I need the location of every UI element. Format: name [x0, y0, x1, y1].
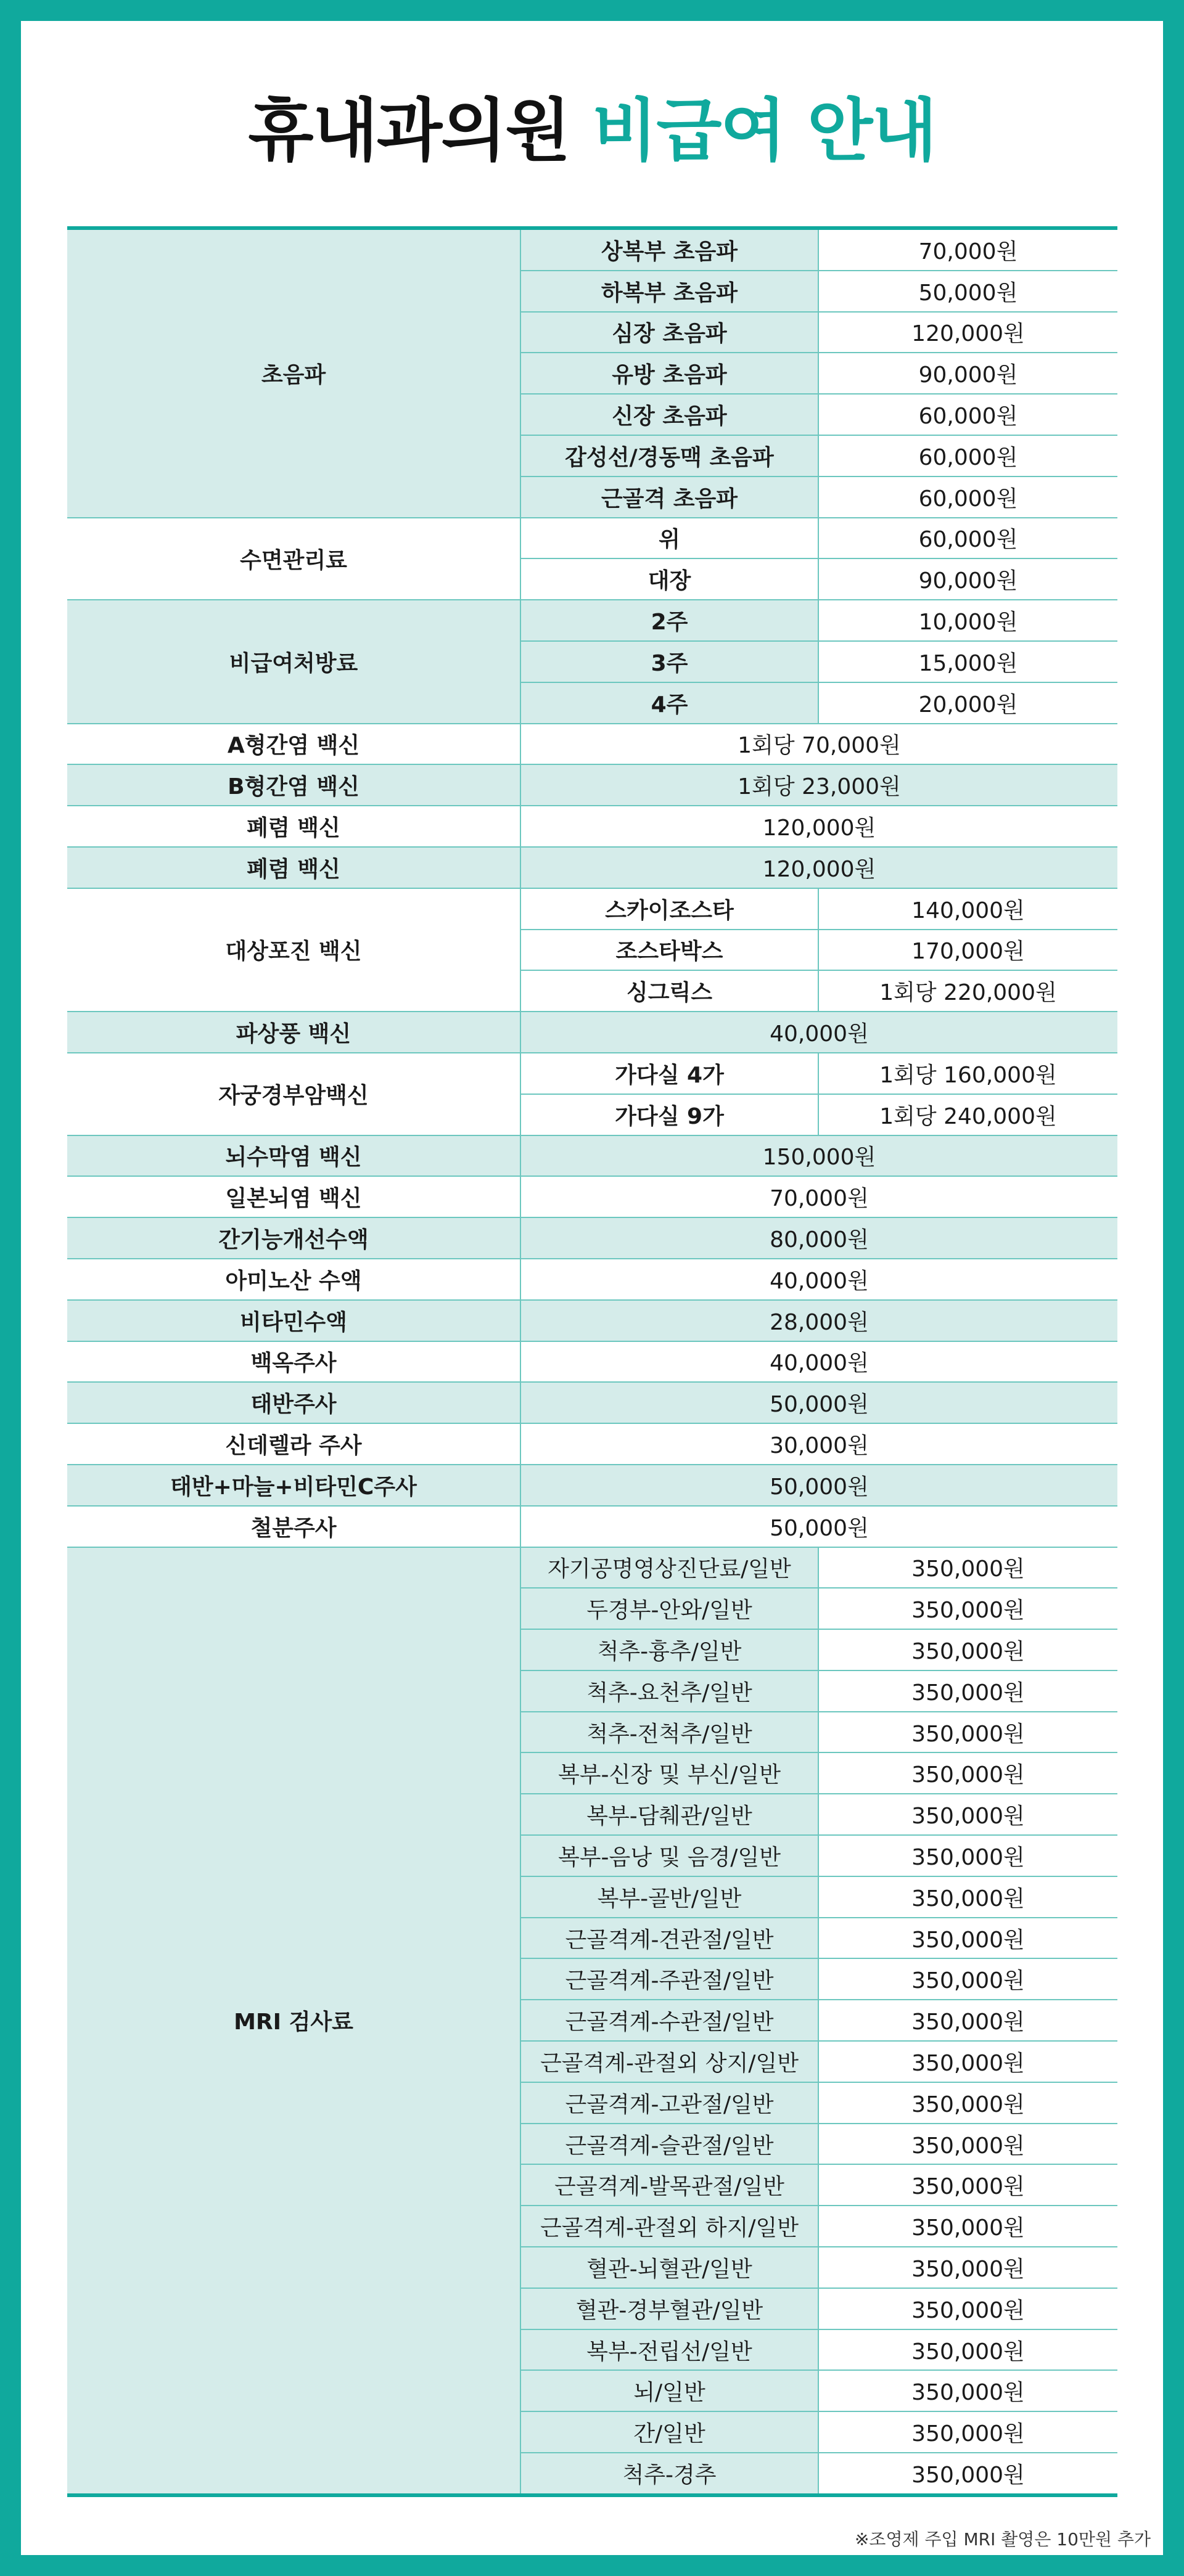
category-cell: 폐렴 백신 — [67, 806, 520, 847]
table-row — [67, 1465, 1117, 1506]
price-cell: 50,000원 — [520, 1465, 1117, 1506]
item-cell: 두경부-안와/일반 — [520, 1588, 818, 1629]
title-accent: 비급여 안내 — [592, 91, 936, 170]
category-cell: 비타민수액 — [67, 1300, 520, 1341]
pricing-table-body — [67, 228, 1117, 2495]
price-cell: 350,000원 — [818, 2041, 1117, 2082]
item-cell: 복부-신장 및 부신/일반 — [520, 1752, 818, 1794]
category-cell: 비급여처방료 — [67, 600, 520, 723]
item-cell: 복부-골반/일반 — [520, 1876, 818, 1918]
price-cell: 1회당 220,000원 — [818, 970, 1117, 1012]
table-row — [67, 1423, 1117, 1465]
item-cell: 근골격계-관절외 상지/일반 — [520, 2041, 818, 2082]
table-row — [67, 1176, 1117, 1217]
price-cell: 80,000원 — [520, 1217, 1117, 1259]
item-cell: 심장 초음파 — [520, 312, 818, 353]
page-title — [21, 76, 1163, 174]
price-cell: 60,000원 — [818, 394, 1117, 435]
price-cell: 350,000원 — [818, 1752, 1117, 1794]
table-row — [67, 1259, 1117, 1300]
price-cell: 1회당 160,000원 — [818, 1053, 1117, 1094]
item-cell: 유방 초음파 — [520, 353, 818, 394]
price-cell: 350,000원 — [818, 1918, 1117, 1959]
price-cell: 350,000원 — [818, 2164, 1117, 2206]
category-cell: 자궁경부암백신 — [67, 1053, 520, 1135]
table-row — [67, 1012, 1117, 1053]
price-cell: 350,000원 — [818, 2370, 1117, 2411]
price-cell: 350,000원 — [818, 2206, 1117, 2247]
price-cell: 70,000원 — [818, 228, 1117, 271]
price-cell: 120,000원 — [520, 847, 1117, 888]
price-cell: 350,000원 — [818, 1670, 1117, 1712]
table-row — [67, 1547, 1117, 1589]
price-cell: 10,000원 — [818, 600, 1117, 641]
footnote: ※조영제 주입 MRI 촬영은 10만원 추가 — [854, 2529, 1151, 2549]
price-cell: 350,000원 — [818, 2000, 1117, 2041]
item-cell: 가다실 9가 — [520, 1094, 818, 1135]
price-cell: 350,000원 — [818, 2247, 1117, 2288]
category-cell: B형간염 백신 — [67, 764, 520, 806]
table-row — [67, 764, 1117, 806]
table-row — [67, 724, 1117, 765]
price-cell: 60,000원 — [818, 476, 1117, 518]
price-cell: 50,000원 — [520, 1382, 1117, 1423]
price-cell: 60,000원 — [818, 518, 1117, 559]
item-cell: 근골격계-고관절/일반 — [520, 2082, 818, 2124]
item-cell: 근골격계-주관절/일반 — [520, 1958, 818, 2000]
item-cell: 복부-담췌관/일반 — [520, 1794, 818, 1835]
category-cell: MRI 검사료 — [67, 1547, 520, 2495]
item-cell: 근골격계-관절외 하지/일반 — [520, 2206, 818, 2247]
price-cell: 350,000원 — [818, 1958, 1117, 2000]
table-row — [67, 1382, 1117, 1423]
item-cell: 혈관-경부혈관/일반 — [520, 2288, 818, 2329]
item-cell: 스카이조스타 — [520, 888, 818, 930]
price-cell: 120,000원 — [818, 312, 1117, 353]
item-cell: 3주 — [520, 641, 818, 682]
item-cell: 위 — [520, 518, 818, 559]
item-cell: 싱그릭스 — [520, 970, 818, 1012]
category-cell: 파상풍 백신 — [67, 1012, 520, 1053]
price-cell: 40,000원 — [520, 1259, 1117, 1300]
item-cell: 2주 — [520, 600, 818, 641]
table-row — [67, 1506, 1117, 1547]
price-cell: 350,000원 — [818, 2453, 1117, 2495]
item-cell: 척추-전척추/일반 — [520, 1712, 818, 1753]
table-row — [67, 1300, 1117, 1341]
price-cell: 1회당 240,000원 — [818, 1094, 1117, 1135]
price-cell: 170,000원 — [818, 930, 1117, 971]
table-row — [67, 806, 1117, 847]
price-cell: 350,000원 — [818, 1835, 1117, 1876]
item-cell: 조스타박스 — [520, 930, 818, 971]
price-cell: 350,000원 — [818, 1712, 1117, 1753]
price-cell: 15,000원 — [818, 641, 1117, 682]
category-cell: 아미노산 수액 — [67, 1259, 520, 1300]
category-cell: 태반주사 — [67, 1382, 520, 1423]
item-cell: 갑성선/경동맥 초음파 — [520, 435, 818, 476]
price-cell: 40,000원 — [520, 1341, 1117, 1383]
item-cell: 근골격계-견관절/일반 — [520, 1918, 818, 1959]
price-cell: 350,000원 — [818, 1794, 1117, 1835]
category-cell: 철분주사 — [67, 1506, 520, 1547]
item-cell: 자기공명영상진단료/일반 — [520, 1547, 818, 1589]
item-cell: 혈관-뇌혈관/일반 — [520, 2247, 818, 2288]
page-frame — [21, 21, 1163, 2555]
price-cell: 28,000원 — [520, 1300, 1117, 1341]
item-cell: 근골격계-발목관절/일반 — [520, 2164, 818, 2206]
category-cell: 태반+마늘+비타민C주사 — [67, 1465, 520, 1506]
table-row — [67, 228, 1117, 271]
price-cell: 120,000원 — [520, 806, 1117, 847]
price-cell: 350,000원 — [818, 1876, 1117, 1918]
price-cell: 1회당 23,000원 — [520, 764, 1117, 806]
category-cell: 뇌수막염 백신 — [67, 1135, 520, 1177]
item-cell: 대장 — [520, 558, 818, 600]
title-main: 휴내과의원 — [248, 91, 570, 170]
price-cell: 20,000원 — [818, 682, 1117, 724]
price-cell: 350,000원 — [818, 1629, 1117, 1670]
price-cell: 40,000원 — [520, 1012, 1117, 1053]
table-row — [67, 888, 1117, 930]
price-cell: 1회당 70,000원 — [520, 724, 1117, 765]
table-row — [67, 1135, 1117, 1177]
table-row — [67, 1053, 1117, 1094]
category-cell: 신데렐라 주사 — [67, 1423, 520, 1465]
item-cell: 신장 초음파 — [520, 394, 818, 435]
price-cell: 150,000원 — [520, 1135, 1117, 1177]
item-cell: 복부-전립선/일반 — [520, 2329, 818, 2371]
item-cell: 척추-요천추/일반 — [520, 1670, 818, 1712]
price-cell: 350,000원 — [818, 2411, 1117, 2453]
price-cell: 50,000원 — [818, 271, 1117, 312]
category-cell: 백옥주사 — [67, 1341, 520, 1383]
item-cell: 척추-경추 — [520, 2453, 818, 2495]
price-cell: 350,000원 — [818, 1547, 1117, 1589]
category-cell: 수면관리료 — [67, 518, 520, 600]
item-cell: 가다실 4가 — [520, 1053, 818, 1094]
price-cell: 50,000원 — [520, 1506, 1117, 1547]
category-cell: 초음파 — [67, 228, 520, 518]
price-cell: 90,000원 — [818, 353, 1117, 394]
item-cell: 근골격계-슬관절/일반 — [520, 2124, 818, 2165]
price-cell: 350,000원 — [818, 2082, 1117, 2124]
table-row — [67, 847, 1117, 888]
price-cell: 90,000원 — [818, 558, 1117, 600]
price-cell: 60,000원 — [818, 435, 1117, 476]
pricing-table — [67, 226, 1117, 2497]
item-cell: 간/일반 — [520, 2411, 818, 2453]
category-cell: 간기능개선수액 — [67, 1217, 520, 1259]
item-cell: 하복부 초음파 — [520, 271, 818, 312]
category-cell: A형간염 백신 — [67, 724, 520, 765]
price-cell: 350,000원 — [818, 2329, 1117, 2371]
item-cell: 4주 — [520, 682, 818, 724]
price-cell: 350,000원 — [818, 2124, 1117, 2165]
price-cell: 70,000원 — [520, 1176, 1117, 1217]
table-row — [67, 518, 1117, 559]
category-cell: 대상포진 백신 — [67, 888, 520, 1012]
table-row — [67, 600, 1117, 641]
item-cell: 복부-음낭 및 음경/일반 — [520, 1835, 818, 1876]
item-cell: 뇌/일반 — [520, 2370, 818, 2411]
item-cell: 척추-흉추/일반 — [520, 1629, 818, 1670]
price-cell: 140,000원 — [818, 888, 1117, 930]
table-row — [67, 1217, 1117, 1259]
item-cell: 근골격 초음파 — [520, 476, 818, 518]
category-cell: 폐렴 백신 — [67, 847, 520, 888]
price-cell: 350,000원 — [818, 2288, 1117, 2329]
item-cell: 상복부 초음파 — [520, 228, 818, 271]
table-row — [67, 1341, 1117, 1383]
price-cell: 350,000원 — [818, 1588, 1117, 1629]
category-cell: 일본뇌염 백신 — [67, 1176, 520, 1217]
item-cell: 근골격계-수관절/일반 — [520, 2000, 818, 2041]
price-cell: 30,000원 — [520, 1423, 1117, 1465]
